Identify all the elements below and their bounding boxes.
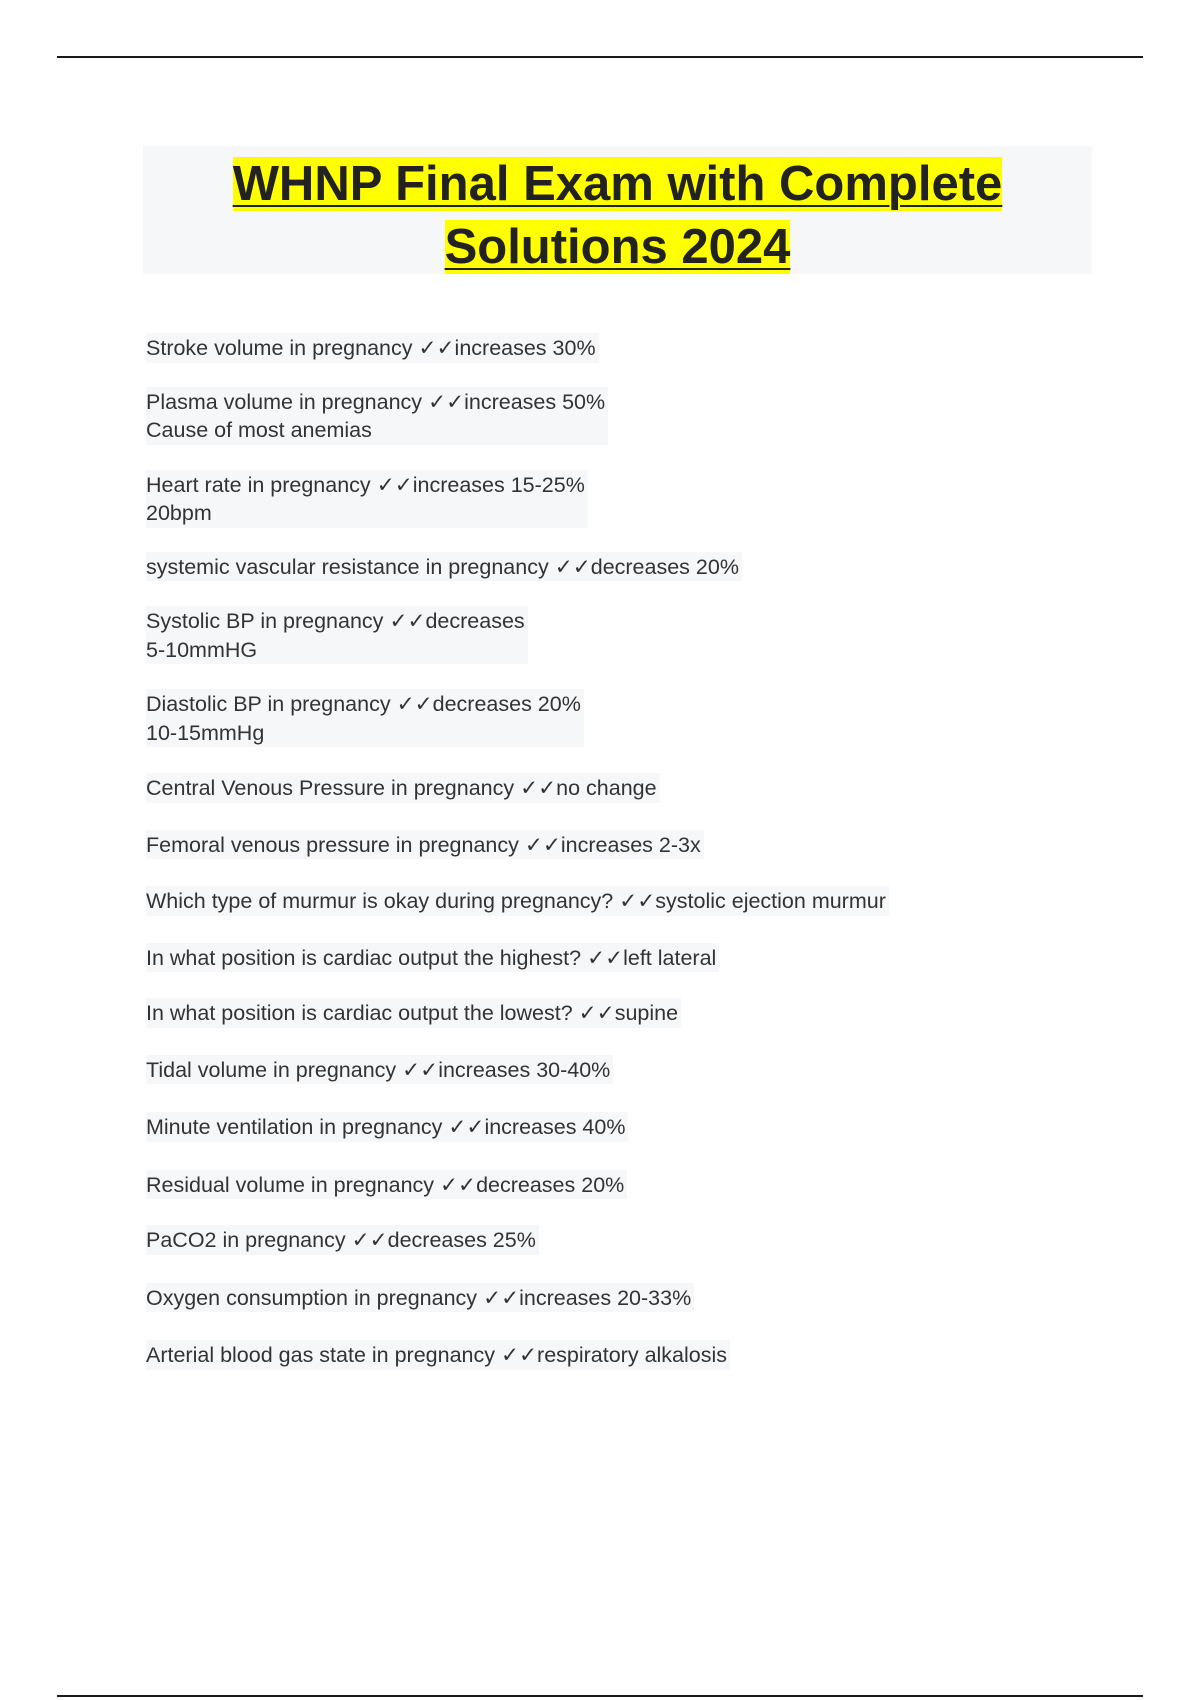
- qa-item: [146, 387, 608, 445]
- check-mark-icon: ✓✓: [483, 1285, 520, 1310]
- qa-answer: decreases 25%: [387, 1228, 536, 1252]
- qa-item: [146, 333, 599, 363]
- check-mark-icon: ✓✓: [428, 389, 465, 414]
- qa-item: [146, 1112, 628, 1142]
- qa-answer: increases 20-33%: [519, 1285, 692, 1310]
- qa-question: Which type of murmur is okay during pregnancy?: [146, 889, 614, 913]
- qa-answer: increases 15-25%: [412, 472, 585, 497]
- qa-line: [146, 1341, 727, 1370]
- qa-item: [146, 886, 889, 916]
- qa-item: [146, 773, 660, 803]
- check-mark-icon: ✓✓: [389, 609, 426, 633]
- qa-answer: decreases: [425, 609, 525, 633]
- qa-answer: increases 30%: [454, 336, 596, 360]
- qa-question: In what position is cardiac output the highest?: [146, 945, 582, 970]
- qa-answer: increases 50%: [464, 389, 606, 414]
- qa-extra: 10-15mmHg: [146, 720, 265, 745]
- qa-answer: increases 40%: [484, 1115, 626, 1139]
- qa-line: [146, 334, 596, 363]
- qa-line: [146, 944, 716, 973]
- qa-extra: 20bpm: [146, 501, 212, 525]
- qa-line: [146, 887, 886, 916]
- qa-item: [146, 1340, 730, 1370]
- qa-item: [146, 998, 681, 1028]
- qa-item: [146, 552, 742, 582]
- document-title-line-2: Solutions 2024: [444, 220, 791, 274]
- check-mark-icon: ✓✓: [554, 554, 591, 579]
- qa-line: [146, 388, 605, 417]
- qa-question: systemic vascular resistance in pregnancy: [146, 554, 549, 579]
- qa-line: [146, 831, 701, 860]
- qa-question: Femoral venous pressure in pregnancy: [146, 832, 519, 857]
- check-mark-icon: ✓✓: [501, 1343, 538, 1367]
- qa-answer: supine: [614, 1001, 679, 1025]
- qa-item: [146, 689, 584, 747]
- qa-question: Oxygen consumption in pregnancy: [146, 1285, 478, 1310]
- qa-line: [146, 1113, 625, 1142]
- qa-answer: systolic ejection murmur: [655, 889, 886, 913]
- check-mark-icon: ✓✓: [587, 945, 624, 970]
- qa-line: [146, 1056, 610, 1085]
- qa-question: Tidal volume in pregnancy: [146, 1057, 397, 1082]
- title-banner: [143, 146, 1092, 274]
- document-title-line-1: WHNP Final Exam with Complete: [232, 157, 1003, 211]
- qa-line: [146, 690, 581, 719]
- qa-line: [146, 607, 525, 636]
- check-mark-icon: ✓✓: [440, 1172, 477, 1197]
- qa-item: [146, 830, 704, 860]
- qa-item: [146, 470, 588, 528]
- qa-answer: decreases 20%: [590, 554, 739, 579]
- qa-line: [146, 553, 739, 582]
- check-mark-icon: ✓✓: [448, 1115, 485, 1139]
- qa-question: Diastolic BP in pregnancy: [146, 692, 391, 716]
- qa-list: [146, 333, 889, 1370]
- qa-question: Arterial blood gas state in pregnancy: [146, 1343, 495, 1367]
- qa-answer: no change: [556, 776, 657, 800]
- qa-question: Minute ventilation in pregnancy: [146, 1115, 443, 1139]
- qa-answer: decreases 20%: [476, 1172, 625, 1197]
- qa-question: Plasma volume in pregnancy: [146, 389, 423, 414]
- check-mark-icon: ✓✓: [376, 472, 413, 497]
- qa-item: [146, 1170, 627, 1200]
- qa-line: [146, 999, 678, 1028]
- bottom-divider: [57, 1695, 1143, 1697]
- qa-line: [146, 1284, 691, 1313]
- qa-item: [146, 1283, 694, 1313]
- top-divider: [57, 56, 1143, 58]
- qa-question: Systolic BP in pregnancy: [146, 609, 384, 633]
- qa-line: [146, 1226, 536, 1255]
- qa-question: Stroke volume in pregnancy: [146, 336, 413, 360]
- check-mark-icon: ✓✓: [619, 889, 656, 913]
- qa-item: [146, 606, 528, 664]
- qa-answer: increases 2-3x: [560, 832, 701, 857]
- qa-answer: increases 30-40%: [438, 1057, 611, 1082]
- check-mark-icon: ✓✓: [578, 1001, 615, 1025]
- qa-question: Central Venous Pressure in pregnancy: [146, 776, 515, 800]
- check-mark-icon: ✓✓: [396, 692, 433, 716]
- qa-line: [146, 774, 657, 803]
- qa-item: [146, 1055, 613, 1085]
- qa-question: Heart rate in pregnancy: [146, 472, 371, 497]
- check-mark-icon: ✓✓: [418, 336, 455, 360]
- qa-question: In what position is cardiac output the lowest?: [146, 1001, 573, 1025]
- qa-answer: respiratory alkalosis: [537, 1343, 728, 1367]
- qa-item: [146, 943, 719, 973]
- qa-line: [146, 1171, 624, 1200]
- qa-extra: 5-10mmHG: [146, 637, 258, 662]
- qa-question: Residual volume in pregnancy: [146, 1172, 435, 1197]
- qa-line: [146, 471, 585, 500]
- check-mark-icon: ✓✓: [524, 832, 561, 857]
- check-mark-icon: ✓✓: [402, 1057, 439, 1082]
- qa-question: PaCO2 in pregnancy: [146, 1228, 346, 1252]
- check-mark-icon: ✓✓: [520, 776, 557, 800]
- qa-extra: Cause of most anemias: [146, 418, 372, 442]
- qa-answer: decreases 20%: [432, 692, 581, 716]
- qa-item: [146, 1225, 539, 1255]
- qa-answer: left lateral: [623, 945, 717, 970]
- check-mark-icon: ✓✓: [351, 1228, 388, 1252]
